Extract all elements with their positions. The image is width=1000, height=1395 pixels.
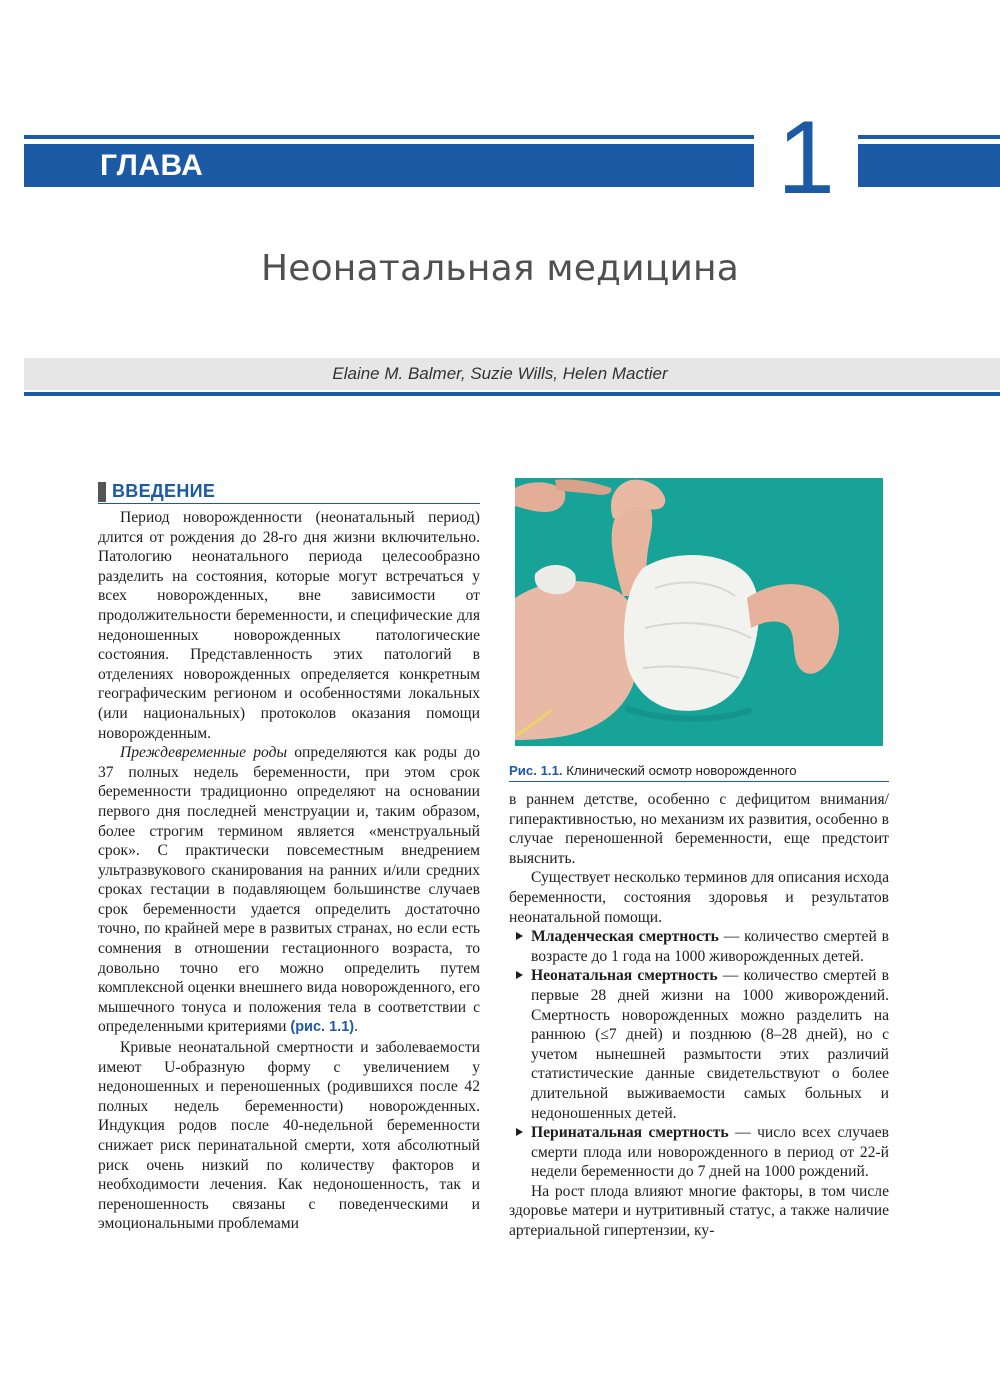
list-item-text: — количество смертей в первые 28 дней жизни на 1000 живорождений. Смертность новорожденных можно разделить на раннюю (≤7 дней) и позднюю (8–28 дней), но с учетом нынешней размытости этих различий статистические данные свидетельствуют о более длительной выживаемости самых больных и недоношенных детей.	[531, 967, 889, 1122]
triangle-bullet-icon	[516, 971, 523, 979]
intro-paragraph-3: Кривые неонатальной смертности и заболеваемости имеют U-образную форму с увеличением у недоношенных и переношенных (родившихся после 42 полных недель беременности) новорожденных. Индукция родов после 40-недельной беременности снижает риск перинатальной смерти, хотя абсолютный риск очень низкий по количеству факторов и необходимости лечения. Как недоношенность, так и переношенность связаны с поведенческими и эмоциональными проблемами	[98, 1039, 480, 1233]
list-item-text: — число всех случаев смерти плода или новорожденного в период от 22-й недели беременности до 7 дней на 1000 рождений.	[531, 1124, 889, 1181]
list-item-term: Младенческая смертность	[531, 928, 719, 946]
section-marker	[98, 482, 106, 502]
figure-photo	[515, 478, 883, 746]
chapter-band-right	[858, 144, 1000, 187]
figure-caption	[509, 762, 889, 782]
list-item	[509, 966, 889, 1123]
chapter-band-top-rule	[24, 135, 754, 139]
figure-caption-text: Клинический осмотр новорожденного	[562, 763, 797, 778]
figure-label: Рис. 1.1.	[509, 763, 563, 778]
section-title: ВВЕДЕНИЕ	[112, 480, 216, 501]
list-item	[509, 927, 889, 966]
right-paragraph-2: Существует несколько терминов для описания исхода беременности, состояния здоровья и результатов неонатальной помощи.	[509, 869, 889, 926]
triangle-bullet-icon	[516, 932, 523, 940]
right-paragraph-3: На рост плода влияют многие факторы, в том числе здоровье матери и нутритивный статус, а также наличие артериальной гипертензии, ку-	[509, 1182, 889, 1240]
left-column	[98, 480, 480, 1234]
intro-paragraph-2	[98, 743, 480, 1038]
authors: Elaine M. Balmer, Suzie Wills, Helen Mactier	[332, 364, 668, 383]
list-item	[509, 1123, 889, 1182]
newborn-exam-photo	[515, 478, 883, 746]
list-item-term: Перинатальная смертность	[531, 1124, 729, 1142]
right-column	[509, 790, 889, 1241]
preterm-term: Преждевременные роды	[120, 744, 288, 762]
authors-rule	[24, 392, 1000, 396]
list-item-term: Неонатальная смертность	[531, 967, 718, 985]
figure-reference-link[interactable]: (рис. 1.1)	[290, 1019, 355, 1036]
chapter-number: 1	[777, 100, 835, 216]
chapter-title: Неонатальная медицина	[260, 248, 740, 289]
chapter-label: ГЛАВА	[100, 149, 204, 182]
triangle-bullet-icon	[516, 1128, 523, 1136]
intro-paragraph-2-end: .	[354, 1018, 358, 1036]
chapter-band-right-top-rule	[858, 135, 1000, 139]
intro-paragraph-2-text: определяются как роды до 37 полных недель беременности, при этом срок беременности традиционно определяют на основании первого дня последней менструации и, таким образом, более строгим термином является «менструальный срок». С практически повсеместным внедрением ультразвукового сканирования на ранних и/или средних сроках гестации в подавляющем большинстве случаев срок беременности удается определить достаточно точно, по крайней мере в развитых странах, но если есть сомнения в отношении гестационного возраста, то довольно точно его можно определить путем комплексной оценки внешнего вида новорожденного, его мышечного тонуса и положения тела в соответствии с определенными критериями	[98, 744, 480, 1036]
mortality-definitions-list	[509, 927, 889, 1182]
intro-paragraph-1: Период новорожденности (неонатальный период) длится от рождения до 28-го дня жизни включительно. Патологию неонатального периода целесообразно разделить на состояния, которые могут встречаться у всех новорожденных, вне зависимости от продолжительности беременности, и специфические для недоношенных новорожденных патологические состояния. Представленность этих патологий в отделениях новорожденных определяется конкретным географическим регионом и особенностями локальных (или национальных) протоколов оказания помощи новорожденным.	[98, 509, 480, 742]
list-item-text: — количество смертей в возрасте до 1 года на 1000 живорожденных детей.	[531, 928, 889, 965]
section-heading	[98, 480, 480, 504]
right-paragraph-1: в раннем детстве, особенно с дефицитом внимания/гиперактивностью, но механизм их развития, особенно в случае переношенной беременности, еще предстоит выяснить.	[509, 791, 889, 867]
